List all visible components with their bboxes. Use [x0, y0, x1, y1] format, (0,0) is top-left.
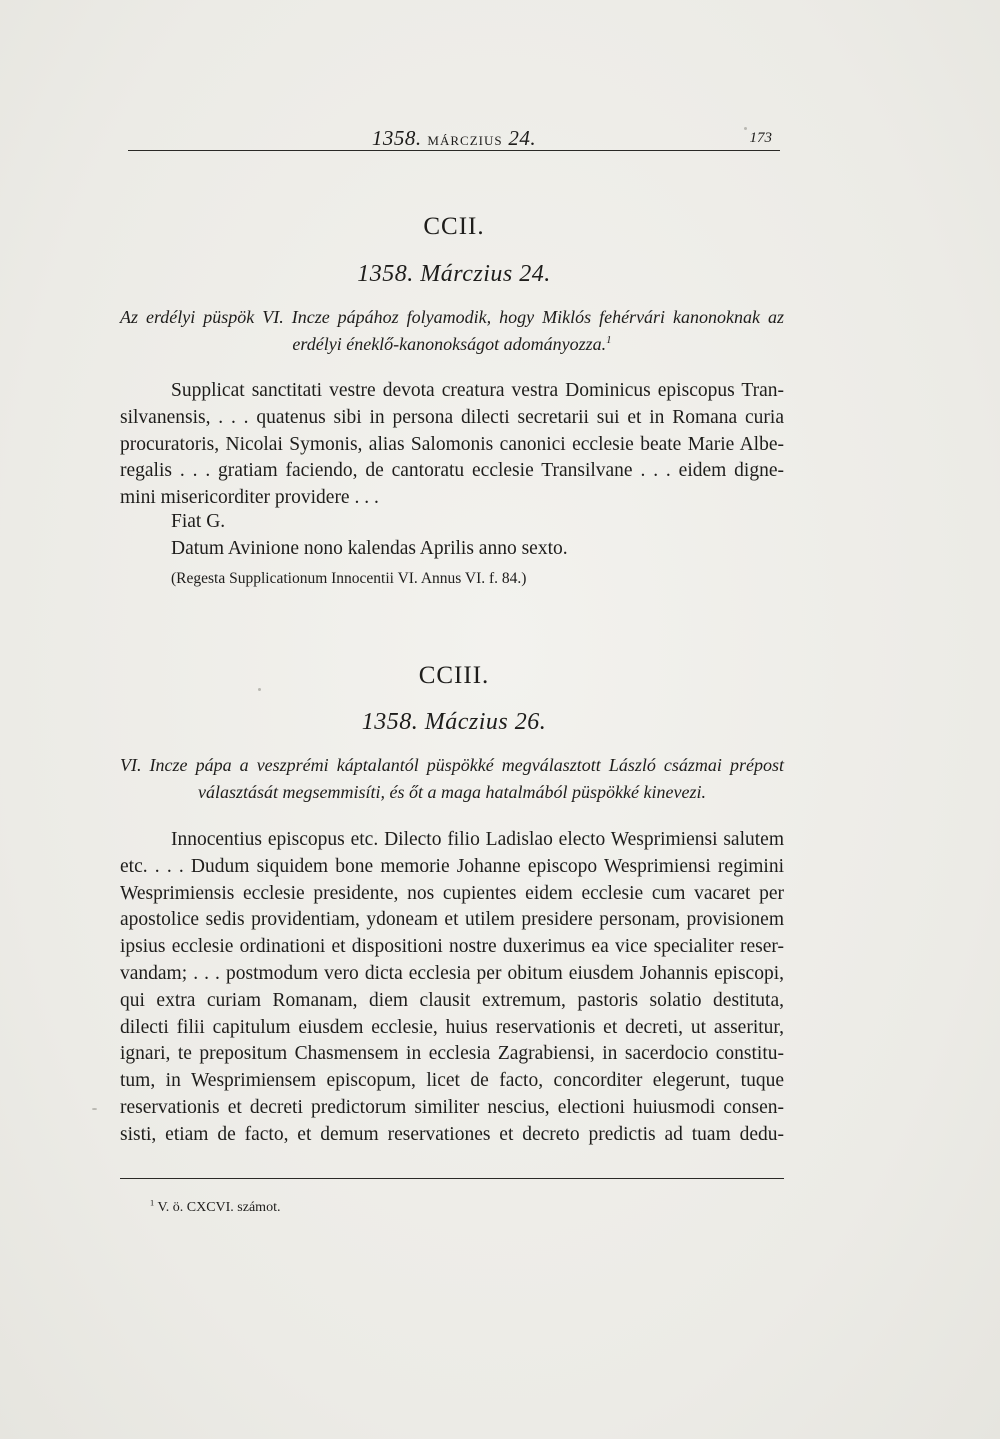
summary-line: [120, 331, 784, 358]
document-number: CCIII.: [418, 662, 490, 689]
document-date: 1358. Máczius 26.: [361, 709, 547, 735]
scan-speck: [92, 1108, 97, 1110]
body-line: regalis . . . gratiam faciendo, de cantoratu ecclesie Transilvane . . . eidem digne-: [120, 460, 784, 482]
body-line: sisti, etiam de facto, et demum reservationes et decreto predictis ad tuam dedu-: [120, 1123, 784, 1145]
body-line: qui extra curiam Romanam, diem clausit extremum, pastoris solatio destituta,: [120, 989, 784, 1011]
summary-line: VI. Incze pápa a veszprémi káptalantól püspökké megválasztott László csázmai prépost: [120, 755, 784, 775]
document-body: [120, 378, 784, 512]
summary-line-text: erdélyi éneklő-kanonokságot adományozza.: [292, 334, 607, 354]
summary-line: Az erdélyi püspök VI. Incze pápához folyamodik, hogy Miklós fehérvári kanonoknak az: [120, 307, 784, 327]
header-year: 1358.: [371, 126, 422, 150]
fiat-line: Fiat G.: [171, 511, 226, 532]
running-header: [128, 126, 780, 151]
footnote-reference: 1: [606, 334, 612, 346]
body-line: etc. . . . Dudum siquidem bone memorie Johanne episcopo Wesprimiensi regimini: [120, 855, 784, 877]
body-line: mini misericorditer providere . . .: [120, 487, 379, 509]
body-line: Wesprimiensis ecclesie presidente, nos cupientes eidem ecclesie cum vacaret per: [120, 882, 784, 904]
footnote-mark: 1: [150, 1198, 155, 1208]
document-body: [120, 827, 784, 1149]
body-line: procuratoris, Nicolai Symonis, alias Salomonis canonici ecclesie beate Marie Albe-: [120, 433, 784, 455]
header-day: 24.: [508, 126, 537, 150]
body-line: Innocentius episcopus etc. Dilecto filio Ladislao electo Wesprimiensi salutem: [171, 829, 784, 850]
document-summary: [120, 304, 784, 358]
body-line: silvanensis, . . . quatenus sibi in persona dilecti secretarii sui et in Romana curia: [120, 406, 784, 428]
body-line: vandam; . . . postmodum vero dicta ecclesia per obitum eiusdem Johannis episcopi,: [120, 962, 784, 984]
body-line: ignari, te prepositum Chasmensem in ecclesia Zagrabiensi, in sacerdocio constitu-: [120, 1043, 784, 1065]
footnote-text: V. ö. CXCVI. számot.: [157, 1200, 281, 1215]
document-summary: [120, 752, 784, 806]
source-citation: (Regesta Supplicationum Innocentii VI. Annus VI. f. 84.): [171, 570, 527, 587]
document-number: CCII.: [423, 213, 485, 240]
body-line: dilecti filii capitulum eiusdem ecclesie, huius reservationis et decreti, ut asseritur,: [120, 1016, 784, 1038]
footnote-divider: [120, 1178, 784, 1179]
body-line: apostolice sedis providentiam, ydoneam et utilem presidere personam, provisionem: [120, 909, 784, 931]
body-line: reservationis et decreti predictorum similiter nescius, electioni huiusmodi consen-: [120, 1096, 784, 1118]
page-number: 173: [749, 130, 772, 146]
body-line: ipsius ecclesie ordinationi et dispositioni nostre duxerimus ea vice specialiter reser-: [120, 936, 784, 958]
scan-speck: [258, 688, 261, 691]
datum-line: Datum Avinione nono kalendas Aprilis anno sexto.: [171, 538, 568, 559]
body-line: Supplicat sanctitati vestre devota creatura vestra Dominicus episcopus Tran-: [171, 380, 784, 401]
footnote: [150, 1200, 280, 1216]
body-line: tum, in Wesprimiensem episcopum, licet de facto, concorditer elegerunt, tuque: [120, 1070, 784, 1092]
document-date: 1358. Márczius 24.: [357, 261, 551, 287]
summary-line: választását megsemmisíti, és őt a maga hatalmából püspökké kinevezi.: [198, 782, 706, 802]
header-month: MÁRCZIUS: [427, 133, 503, 148]
scan-speck: [744, 127, 747, 130]
running-title: [128, 126, 780, 151]
